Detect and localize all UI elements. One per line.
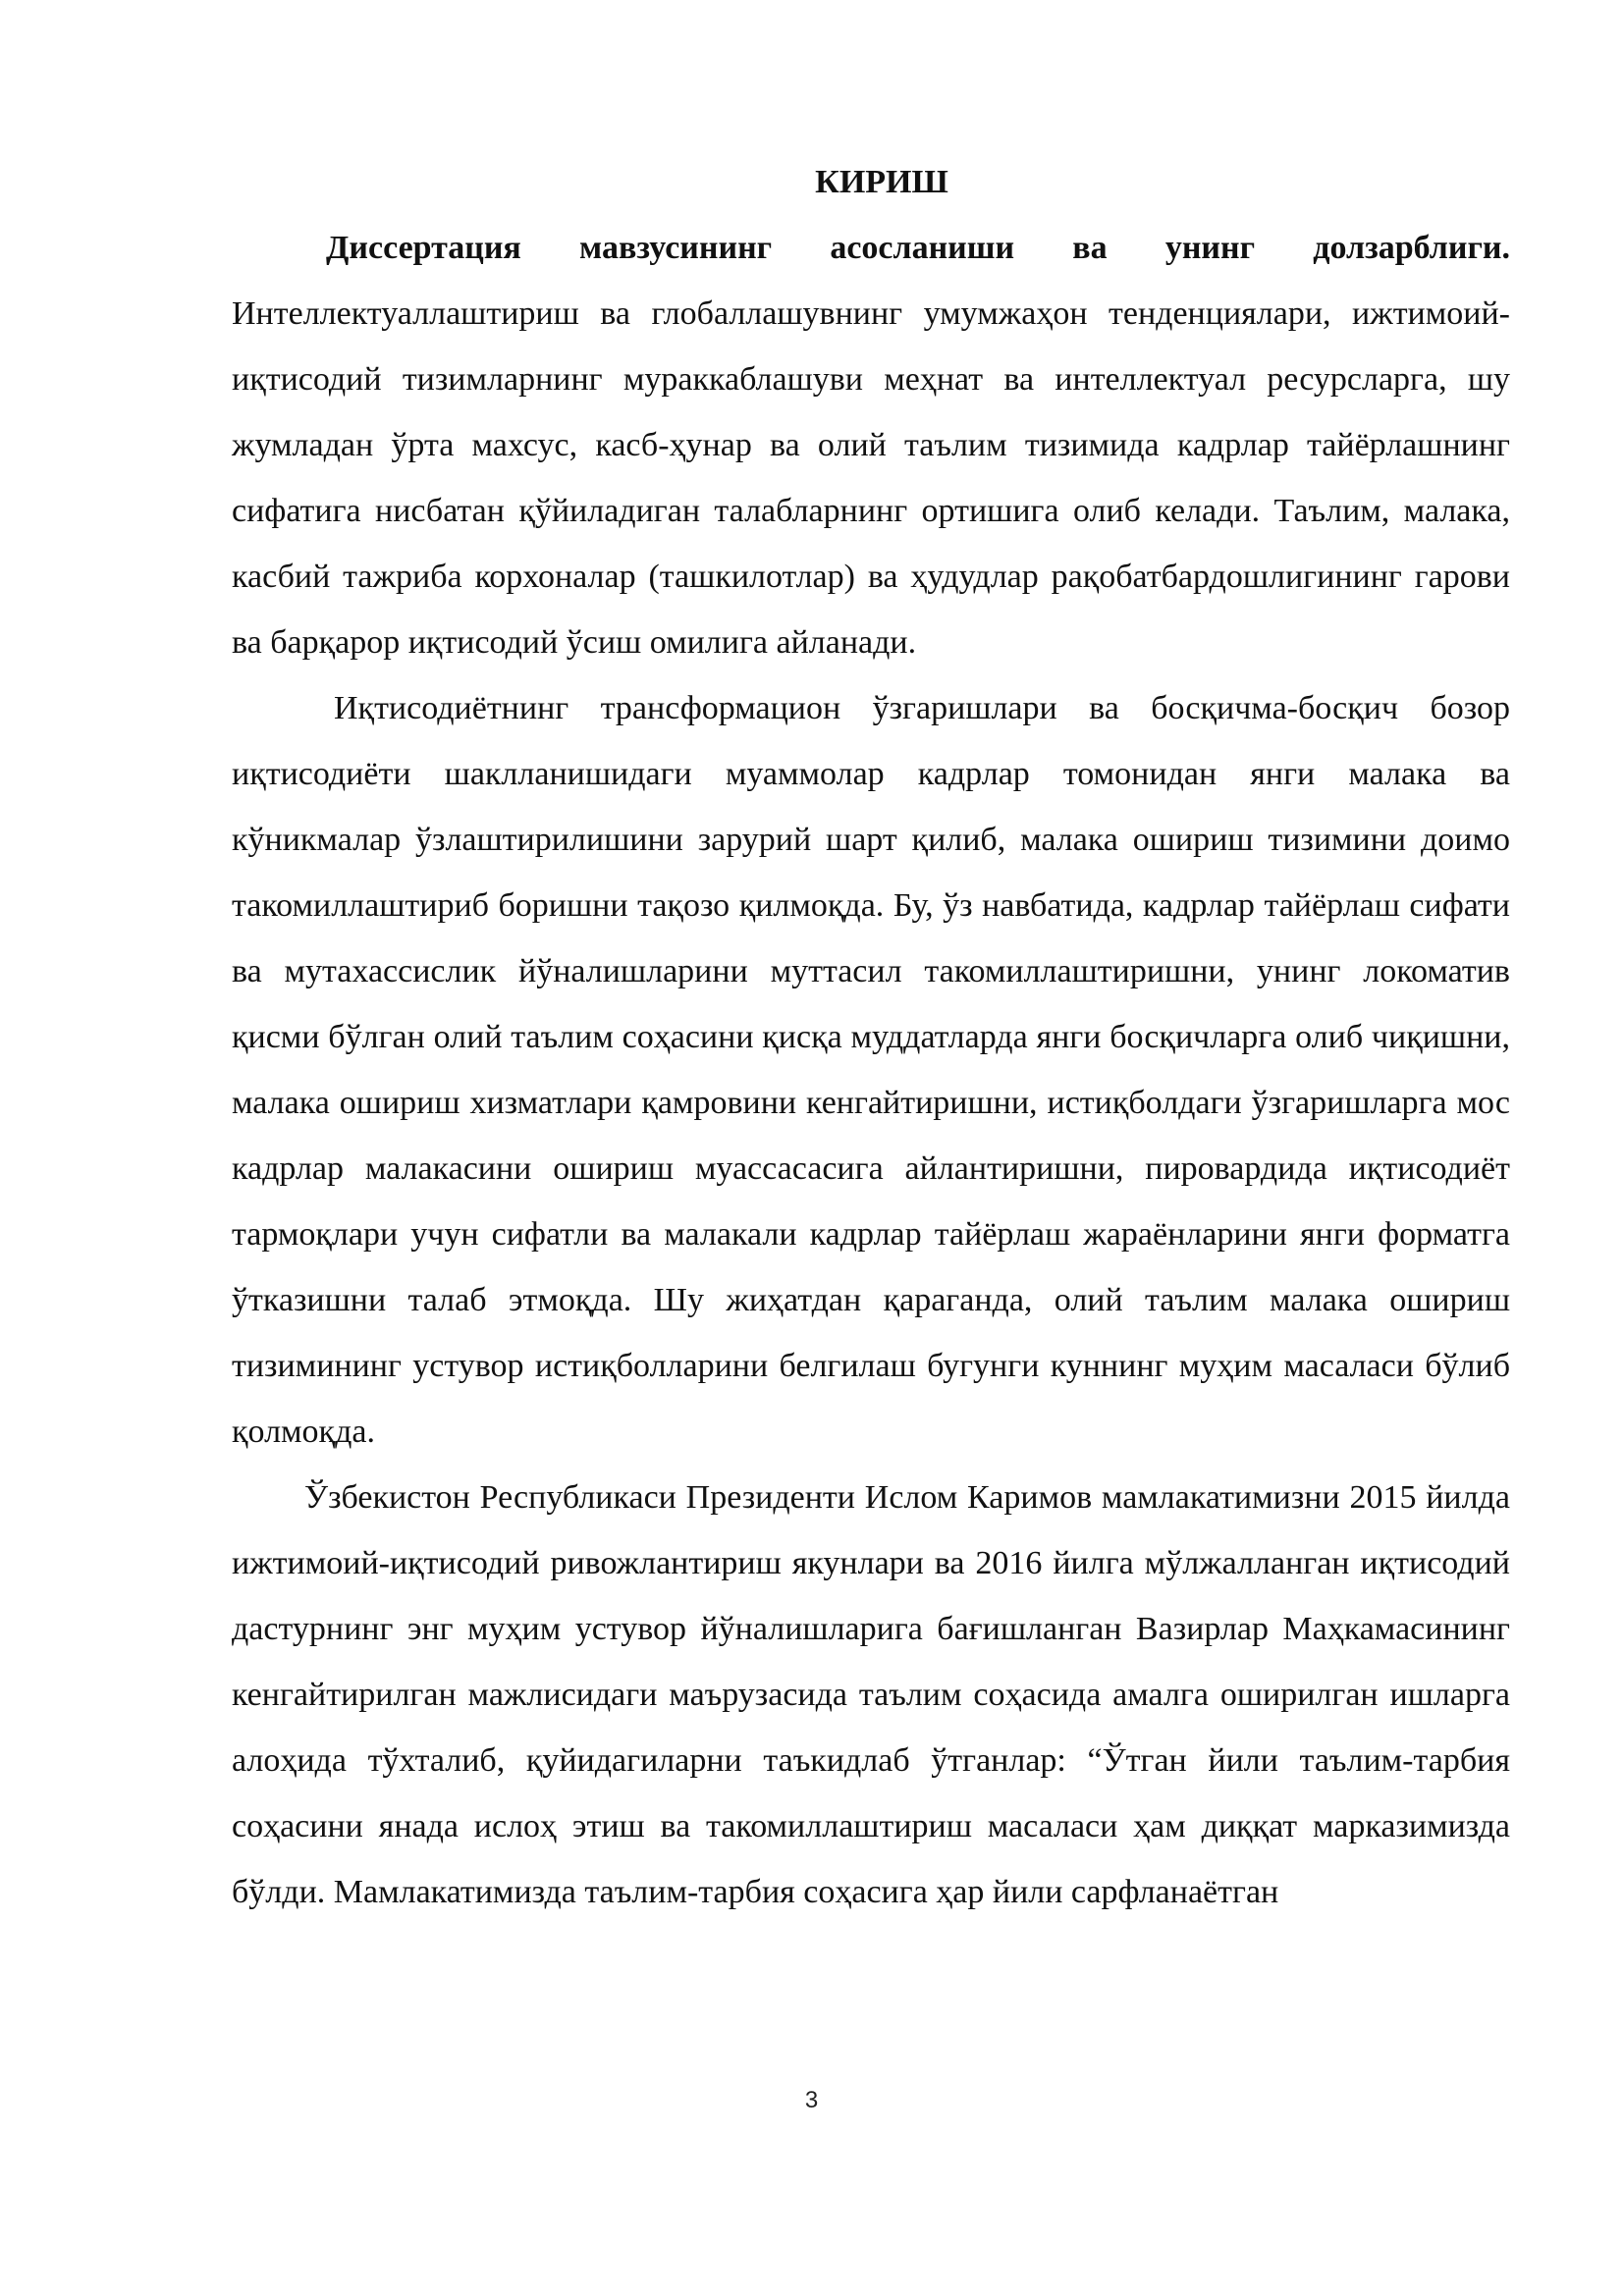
chapter-heading: КИРИШ (815, 164, 948, 200)
page-content (232, 149, 1510, 1925)
paragraph-1-lead: Диссертация мавзусининг асосланиши ва унинг долзарблиги. (326, 230, 1510, 266)
paragraph-1-text: Интеллектуаллаштириш ва глобаллашувнинг умумжаҳон тенденциялари, ижтимоий-иқтисодий тизимларнинг мураккаблашуви меҳнат ва интеллектуал ресурсларга, шу жумладан ўрта махсус, касб-ҳунар ва олий таълим тизимида кадрлар тайёрлашнинг сифатига нисбатан қўйиладиган талабларнинг ортишига олиб келади. Таълим, малака, касбий тажриба корхоналар (ташкилотлар) ва ҳудудлар рақобатбардошлигининг гарови ва барқарор иқтисодий ўсиш омилига айланади. (232, 295, 1510, 661)
paragraph-3: Ўзбекистон Республикаси Президенти Ислом Каримов мамлакатимизни 2015 йилда ижтимоий-иқтисодий ривожлантириш якунлари ва 2016 йилга мўлжалланган иқтисодий дастурнинг энг муҳим устувор йўналишларига бағишланган Вазирлар Маҳкамасининг кенгайтирилган мажлисидаги маърузасида таълим соҳасида амалга оширилган ишларга алоҳида тўхталиб, қуйидагиларни таъкидлаб ўтганлар: “Ўтган йили таълим-тарбия соҳасини янада ислоҳ этиш ва такомиллаштириш масаласи ҳам диққат марказимизда бўлди. Мамлакатимизда таълим-тарбия соҳасига ҳар йили сарфланаётган (232, 1479, 1510, 1910)
page-number: 3 (804, 2087, 819, 2113)
paragraph-1 (232, 215, 1510, 675)
paragraph-2: Иқтисодиётнинг трансформацион ўзгаришлари ва босқичма-босқич бозор иқтисодиёти шаклланишидаги муаммолар кадрлар томонидан янги малака ва кўникмалар ўзлаштирилишини зарурий шарт қилиб, малака ошириш тизимини доимо такомиллаштириб боришни тақозо қилмоқда. Бу, ўз навбатида, кадрлар тайёрлаш сифати ва мутахассислик йўналишларини муттасил такомиллаштиришни, унинг локоматив қисми бўлган олий таълим соҳасини қисқа муддатларда янги босқичларга олиб чиқишни, малака ошириш хизматлари қамровини кенгайтиришни, истиқболдаги ўзгаришларга мос кадрлар малакасини ошириш муассасасига айлантиришни, пировардида иқтисодиёт тармоқлари учун сифатли ва малакали кадрлар тайёрлаш жараёнларини янги форматга ўтказишни талаб этмоқда. Шу жиҳатдан қараганда, олий таълим малака ошириш тизимининг устувор истиқболларини белгилаш бугунги куннинг муҳим масаласи бўлиб қолмоқда. (232, 690, 1510, 1450)
